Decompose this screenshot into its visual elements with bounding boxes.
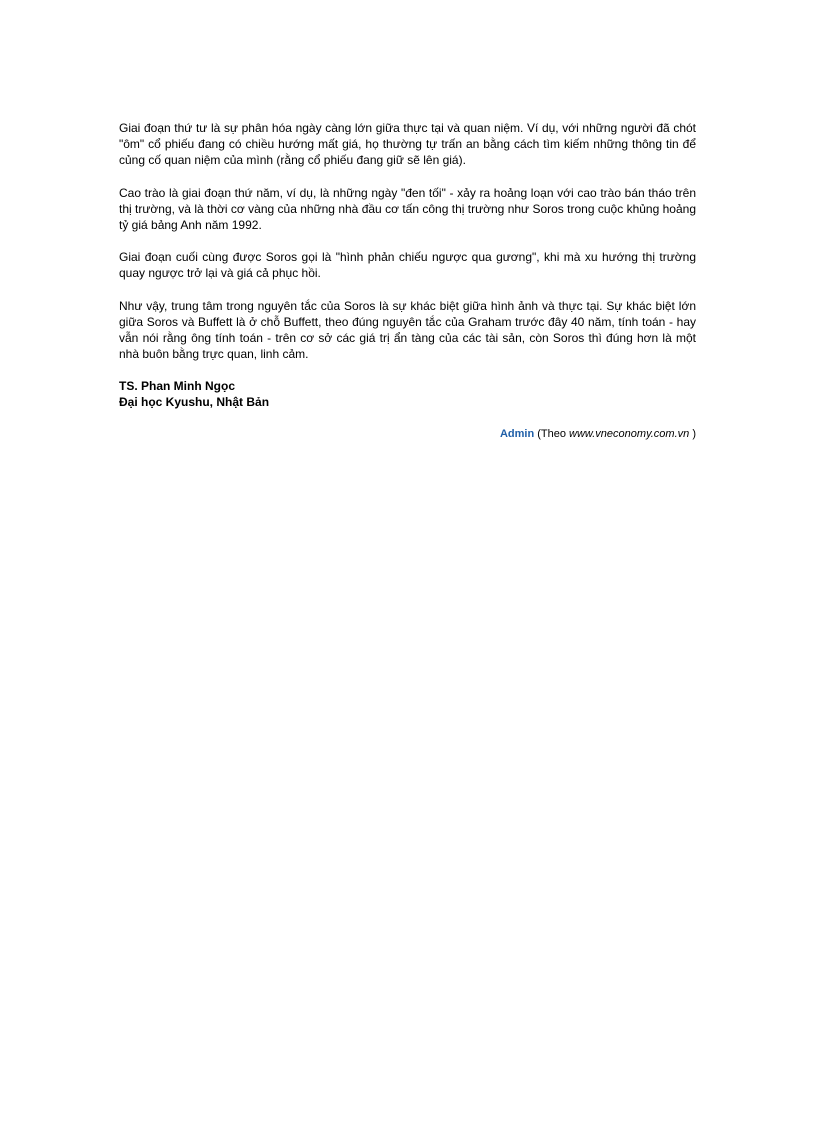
source-site: www.vneconomy.com.vn xyxy=(569,428,690,441)
author-name: TS. Phan Minh Ngọc xyxy=(119,379,235,394)
source-prefix: (Theo xyxy=(534,428,570,441)
paragraph-conclusion: Như vậy, trung tâm trong nguyên tắc của Soros là sự khác biệt giữa hình ảnh và thực tại. Sự khác biệt lớn giữa Soros và Buffett là ở chỗ Buffett, theo đúng nguyên tắc của Graham trước đây 40 năm, tính toán - hay vẫn nói rằng ông tính toán - trên cơ sở các giá trị ẩn tàng của các tài sản, còn Soros thì đúng hơn là một nhà buôn bằng trực quan, linh cảm. xyxy=(119,298,696,362)
paragraph-stage-five: Cao trào là giai đoạn thứ năm, ví dụ, là những ngày "đen tối" - xảy ra hoảng loạn với cao trào bán tháo trên thị trường, và là thời cơ vàng của những nhà đầu cơ tấn công thị trường như Soros trong cuộc khủng hoảng tỷ giá bảng Anh năm 1992. xyxy=(119,185,696,233)
paragraph-stage-four: Giai đoạn thứ tư là sự phân hóa ngày càng lớn giữa thực tại và quan niệm. Ví dụ, với những người đã chót "ôm" cổ phiếu đang có chiều hướng mất giá, họ thường tự trấn an bằng cách tìm kiếm những thông tin để củng cố quan niệm của mình (rằng cổ phiếu đang giữ sẽ lên giá). xyxy=(119,121,696,168)
author-affiliation: Đại học Kyushu, Nhật Bản xyxy=(119,395,270,410)
admin-link[interactable]: Admin xyxy=(499,428,535,441)
source-suffix: ) xyxy=(689,428,696,441)
author-signature xyxy=(119,378,696,410)
document-page xyxy=(119,120,696,441)
paragraph-final-stage: Giai đoạn cuối cùng được Soros gọi là "hình phản chiếu ngược qua gương", khi mà xu hướng thị trường quay ngược trở lại và giá cả phục hồi. xyxy=(119,250,696,281)
source-credit xyxy=(119,427,696,441)
